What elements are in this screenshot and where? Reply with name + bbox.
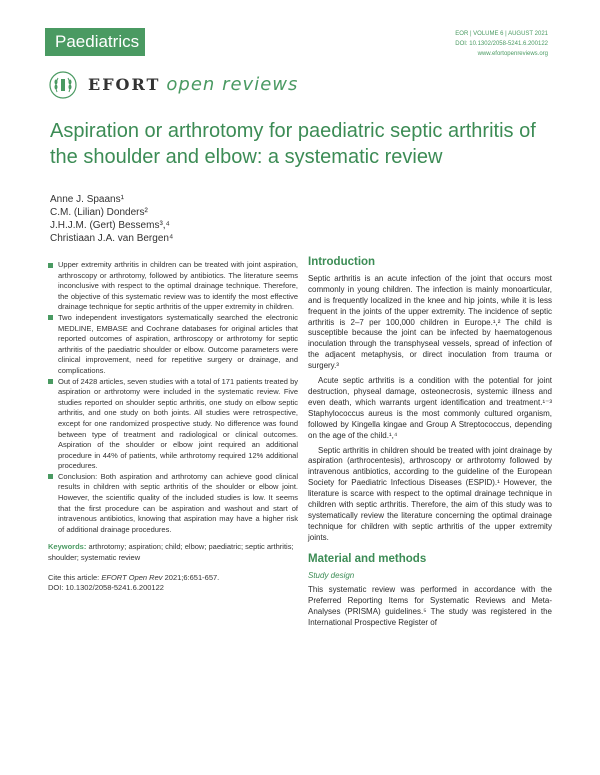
intro-heading: Introduction — [308, 256, 376, 268]
abstract-bullet: Out of 2428 articles, seven studies with a total of 171 patients treated by aspiration or arthrotomy were included in the systematic review. Five studies reported on shoulder septic arthritis, one study on elbow septic arthritis, and one study on both joints. All studies were retrospective, except for one randomized prospective study. No difference was found between type of treatment and radiological or clinical outcomes. Aspiration of the shoulder or elbow joint required an additional procedure in 44% of patients, while arthrotomy required 12% additional procedures. — [48, 377, 298, 472]
intro-paragraph: Acute septic arthritis is a condition with the potential for joint destruction, physeal damage, osteonecrosis, systemic illness and even death, which warrants urgent identification and treatment.¹⁻³ Staphylococcus aureus is the most commonly cultured organism, followed by Kingella kingae and Group A Streptococcus, depending on the age of the child.¹,⁴ — [308, 376, 552, 440]
methods-heading: Material and methods — [308, 552, 427, 565]
brand-open-reviews: open reviews — [166, 74, 299, 95]
author: J.H.J.M. (Gert) Bessems³,⁴ — [50, 220, 170, 231]
laurel-logo-icon — [48, 70, 78, 100]
author-list — [50, 193, 173, 245]
keywords — [48, 542, 298, 563]
abstract-bullets — [48, 260, 298, 535]
journal-brand — [88, 73, 298, 96]
article-title: Aspiration or arthrotomy for paediatric septic arthritis of the shoulder and elbow: a systematic review — [50, 120, 536, 168]
abstract-bullet: Conclusion: Both aspiration and arthrotomy can achieve good clinical results in children with septic arthritis of the shoulder or elbow joint. However, the scientific quality of the included studies is low. It seems that the first procedure can be aspiration and washout and start of intravenous antibiotics, knowing that aspiration may have a higher risk of additional drainage procedures. — [48, 472, 298, 536]
abstract-bullet: Upper extremity arthritis in children can be treated with joint aspiration, arthroscopy or arthrotomy, followed by antibiotics. The literature seems inconclusive with respect to the optimal drainage technique. Therefore, the objective of this systematic review was to identify the most effective drainage technique for septic arthritis of the upper extremity in children. — [48, 260, 298, 313]
intro-paragraph: Septic arthritis is an acute infection of the joint that occurs most commonly in young children. The infection is mainly monoarticular, and is frequently localized in the knee and hip joints, while it is less frequent in the joints of the upper extremity. The incidence of septic arthritis is 2–7 per 100,000 children in Europe.¹,² The child is susceptible because the joint can be infected by haematogenous inoculation through the transphyseal vessels, spread of infection of the adjacent metaphysis, or direct inoculation from trauma or surgery.³ — [308, 273, 552, 371]
author: Anne J. Spaans¹ — [50, 194, 124, 205]
methods-subheading: Study design — [308, 570, 355, 580]
citation — [48, 573, 298, 594]
abstract — [48, 260, 298, 594]
methods-paragraph: This systematic review was performed in accordance with the Preferred Reporting Items for Systematic Reviews and Meta-Analyses (PRISMA) guidelines.⁵ The study was registered in the International Prospective Register of — [308, 585, 552, 628]
body-text — [308, 257, 552, 633]
author: C.M. (Lilian) Donders² — [50, 207, 148, 218]
website-link[interactable]: www.efortopenreviews.org — [477, 51, 548, 57]
abstract-bullet: Two independent investigators systematically searched the electronic MEDLINE, EMBASE and Cochrane databases for original articles that reported outcomes of aspiration, arthroscopy or arthrotomy for septic arthritis of the paediatric shoulder or elbow. Outcome parameters were clinical improvement, need for repetitive surgery or drainage, and complications. — [48, 313, 298, 377]
keywords-text: arthrotomy; aspiration; child; elbow; paediatric; septic arthritis; shoulder; systematic review — [48, 542, 294, 563]
brand-efort: EFORT — [88, 75, 161, 94]
cite-prefix: Cite this article: — [48, 572, 100, 582]
cite-journal: EFORT Open Rev — [101, 572, 163, 582]
journal-issue: EOR | VOLUME 6 | AUGUST 2021 — [455, 31, 548, 37]
author: Christiaan J.A. van Bergen⁴ — [50, 233, 174, 244]
section-label: Paediatrics — [45, 28, 145, 56]
keywords-label: Keywords: — [48, 542, 87, 552]
doi-header: DOI: 10.1302/2058-5241.6.200122 — [455, 41, 548, 47]
intro-paragraph: Septic arthritis in children should be treated with joint drainage by aspiration (arthrocentesis), arthroscopy or arthrotomy followed by intravenous antibiotics, according to the guideline of the European Society for Paediatric Infectious Diseases (ESPID).¹ However, the literature is scarce with respect to the optimal drainage technique in children with septic arthritis. Therefore, the aim of this study was to systematically review the literature concerning the optimal drainage technique for children with septic arthritis of the upper extremity joints. — [308, 445, 552, 542]
cite-doi[interactable]: DOI: 10.1302/2058-5241.6.200122 — [48, 583, 164, 593]
cite-rest: 2021;6:651-657. — [164, 572, 220, 582]
